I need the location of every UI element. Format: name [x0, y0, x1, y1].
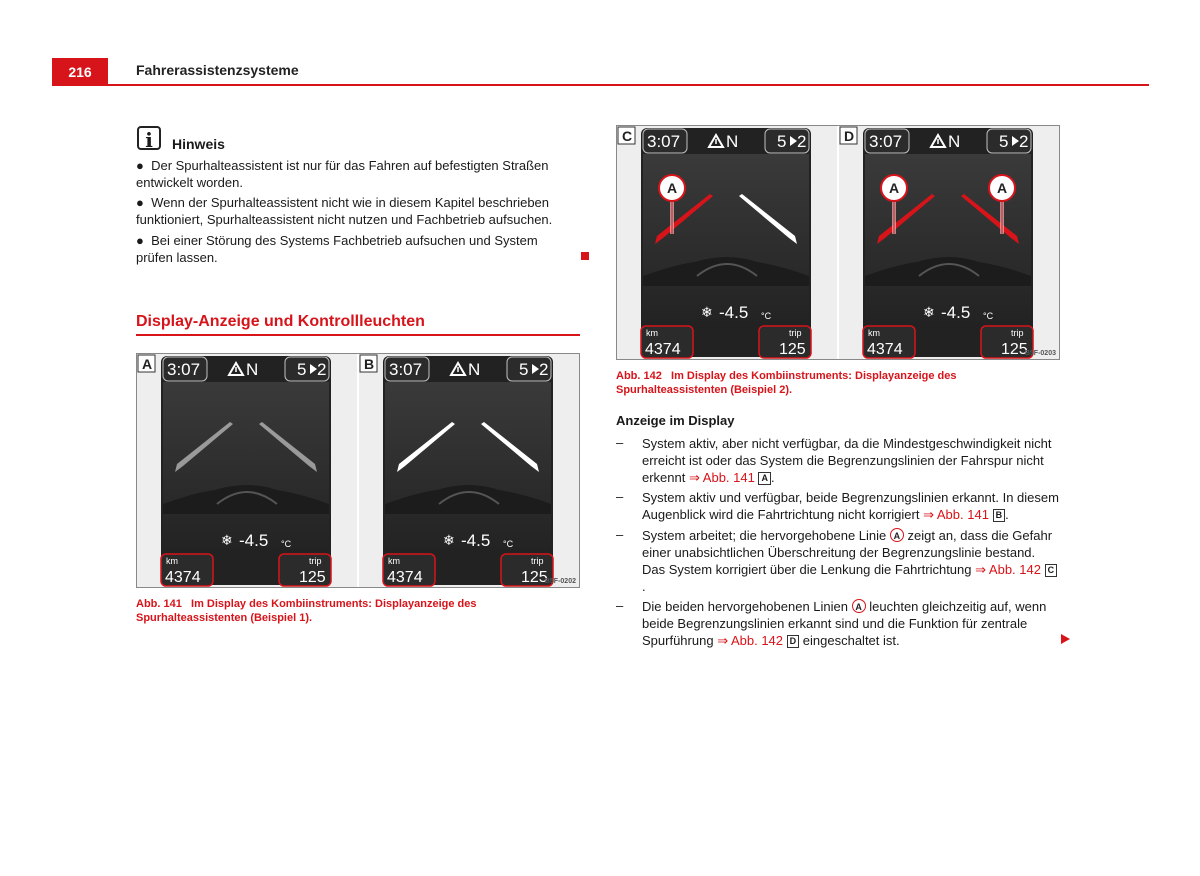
callout-marker: A	[890, 528, 904, 542]
callout-label: A	[889, 180, 900, 196]
display-panel-b	[359, 354, 579, 587]
clock-time: 3:07	[389, 360, 423, 379]
continue-arrow-icon	[1061, 634, 1070, 644]
display-panel-d	[839, 126, 1059, 359]
figure-ref-box: D	[787, 635, 800, 648]
trip-value: 125	[779, 341, 806, 358]
page-number: 216	[52, 58, 108, 86]
list-item-1: System aktiv, aber nicht verfügbar, da die Mindestgeschwindigkeit nicht erreicht ist oder das System die Begrenzungslinien der Fahrspur nicht erkennt ⇒ Abb. 141 A .	[642, 436, 1052, 485]
trip-label: trip	[1011, 328, 1024, 338]
figure-link[interactable]: ⇒ Abb. 141	[689, 470, 755, 485]
outside-temperature: -4.5	[941, 303, 971, 322]
figure-142	[616, 125, 1060, 360]
note-bullet-1: ● Der Spurhalteassistent ist nur für das Fahren auf befestigten Straßen entwickelt worden.	[136, 158, 549, 190]
outside-temperature: -4.5	[239, 531, 269, 550]
note-title: Hinweis	[172, 136, 225, 152]
temperature-unit: °C	[983, 311, 994, 321]
current-gear: 5	[999, 132, 1009, 151]
trip-label: trip	[531, 556, 544, 566]
outside-temperature: -4.5	[461, 531, 491, 550]
km-value: 4374	[387, 569, 423, 586]
snowflake-icon: ❄	[701, 304, 713, 320]
note-bullet-3: ● Bei einer Störung des Systems Fachbetrieb aufsuchen und System prüfen lassen.	[136, 233, 538, 265]
display-section-heading: Anzeige im Display	[616, 413, 735, 428]
trip-value: 125	[299, 569, 326, 586]
display-panel-a	[137, 354, 357, 587]
callout-marker: A	[852, 599, 866, 613]
info-icon: i	[137, 126, 161, 150]
current-gear: 5	[777, 132, 787, 151]
figure-ref-box: C	[1045, 564, 1058, 577]
callout-label: A	[997, 180, 1008, 196]
temperature-unit: °C	[761, 311, 772, 321]
compass-heading: N	[948, 132, 961, 151]
trip-label: trip	[309, 556, 322, 566]
outside-temperature: -4.5	[719, 303, 749, 322]
panel-label: D	[844, 128, 855, 144]
snowflake-icon: ❄	[443, 532, 455, 548]
temperature-unit: °C	[281, 539, 292, 549]
figure-ref-box: A	[758, 472, 771, 485]
figure-link[interactable]: ⇒ Abb. 141	[923, 507, 989, 522]
figure-141	[136, 353, 580, 588]
km-label: km	[388, 556, 400, 566]
chapter-title: Fahrerassistenzsysteme	[136, 62, 299, 78]
km-label: km	[646, 328, 658, 338]
panel-label: C	[622, 128, 633, 144]
clock-time: 3:07	[647, 132, 681, 151]
panel-label: A	[142, 356, 153, 372]
header-divider	[52, 84, 1149, 86]
display-area	[163, 382, 329, 550]
figure-link[interactable]: ⇒ Abb. 142	[717, 633, 784, 648]
list-dash: –	[616, 435, 624, 450]
figure-code: B5F-0202	[544, 578, 576, 585]
display-panel-c	[617, 126, 837, 359]
list-dash: –	[616, 527, 624, 542]
snowflake-icon: ❄	[221, 532, 233, 548]
figure-ref-box: B	[993, 509, 1006, 522]
list-item-4: Die beiden hervorgehobenen Linien A leuchten gleichzeitig auf, wenn beide Begrenzungslinien erkannt sind und die Funktion für zentrale Spurführung ⇒ Abb. 142 D eingeschaltet ist.	[642, 599, 1047, 648]
km-label: km	[868, 328, 880, 338]
compass-heading: N	[468, 360, 481, 379]
compass-heading: N	[726, 132, 739, 151]
figure-link[interactable]: ⇒ Abb. 142	[975, 562, 1041, 577]
km-value: 4374	[645, 341, 681, 358]
recommended-gear: 2	[797, 132, 807, 151]
panel-label: B	[364, 356, 375, 372]
list-item-2: System aktiv und verfügbar, beide Begrenzungslinien erkannt. In diesem Augenblick wird die Fahrtrichtung nicht korrigiert ⇒ Abb. 141 B .	[642, 490, 1059, 522]
recommended-gear: 2	[1019, 132, 1029, 151]
end-marker	[581, 252, 589, 260]
km-label: km	[166, 556, 178, 566]
km-value: 4374	[867, 341, 903, 358]
figure-code: B5F-0203	[1024, 350, 1056, 357]
temperature-unit: °C	[503, 539, 514, 549]
section-title: Display-Anzeige und Kontrollleuchten	[136, 313, 425, 330]
recommended-gear: 2	[539, 360, 549, 379]
clock-time: 3:07	[869, 132, 903, 151]
trip-label: trip	[789, 328, 802, 338]
list-item-3: System arbeitet; die hervorgehobene Linie A zeigt an, dass die Gefahr einer unabsichtlichen Überschreitung der Begrenzungslinie bestand. Das System korrigiert über die Lenkung die Fahrtrichtung ⇒ Abb. 142 C.	[642, 527, 1060, 595]
note-bullet-2: ● Wenn der Spurhalteassistent nicht wie in diesem Kapitel beschrieben funktioniert, Spurhalteassistent nicht nutzen und Fachbetrieb aufsuchen.	[136, 195, 553, 227]
compass-heading: N	[246, 360, 259, 379]
km-value: 4374	[165, 569, 201, 586]
list-dash: –	[616, 489, 624, 504]
figure-142-caption: Abb. 142 Im Display des Kombiinstruments: Displayanzeige des Spurhalteassistenten (Beispiel 2).	[616, 370, 957, 396]
clock-time: 3:07	[167, 360, 201, 379]
section-divider	[136, 334, 580, 336]
list-dash: –	[616, 598, 624, 613]
trip-value: 125	[1001, 341, 1028, 358]
display-area	[385, 382, 551, 550]
figure-141-caption: Abb. 141 Im Display des Kombiinstruments: Displayanzeige des Spurhalteassistenten (Beispiel 1).	[136, 598, 477, 624]
callout-label: A	[667, 180, 678, 196]
current-gear: 5	[297, 360, 307, 379]
recommended-gear: 2	[317, 360, 327, 379]
trip-value: 125	[521, 569, 548, 586]
current-gear: 5	[519, 360, 529, 379]
snowflake-icon: ❄	[923, 304, 935, 320]
